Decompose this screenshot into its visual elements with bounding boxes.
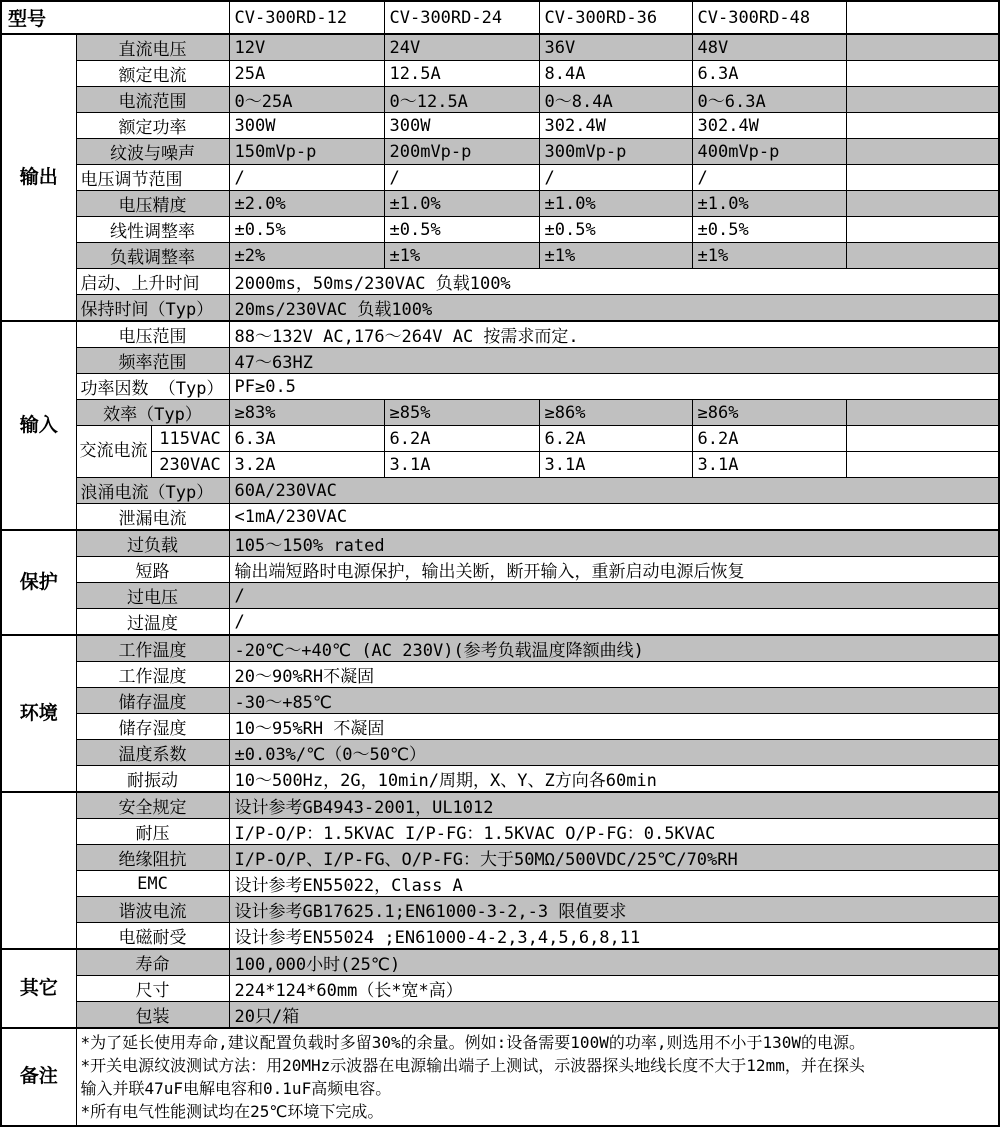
table-row — [1, 976, 999, 1002]
cell-value: 设计参考EN55022，Class A — [229, 871, 999, 897]
table-row — [1, 662, 999, 688]
row-label: 线性调整率 — [76, 217, 229, 243]
cell-value: 3.2A — [229, 452, 384, 478]
table-row — [1, 871, 999, 897]
cell-value: 0～6.3A — [692, 87, 846, 113]
cell-value: 6.2A — [384, 426, 539, 452]
cell-value: I/P-O/P、I/P-FG、O/P-FG：大于50MΩ/500VDC/25℃/70%RH — [229, 845, 999, 871]
cell-value: 输出端短路时电源保护，输出关断，断开输入，重新启动电源后恢复 — [229, 557, 999, 583]
row-label: 电压范围 — [76, 321, 229, 348]
row-label: 保持时间（Typ） — [76, 295, 229, 322]
table-row — [1, 374, 999, 400]
table-row — [1, 295, 999, 322]
row-label: 启动、上升时间 — [76, 269, 229, 295]
cell-value: 12.5A — [384, 61, 539, 87]
cell-value: 36V — [539, 34, 692, 61]
table-row — [1, 1002, 999, 1029]
table-row — [1, 400, 999, 426]
cell-value: 88～132V AC,176～264V AC 按需求而定. — [229, 321, 999, 348]
cell-value: 24V — [384, 34, 539, 61]
cell-empty — [846, 34, 999, 61]
cell-value: 224*124*60mm（长*宽*高） — [229, 976, 999, 1002]
table-row — [1, 1, 999, 34]
row-label: 储存温度 — [76, 688, 229, 714]
cell-empty — [846, 87, 999, 113]
row-label: 纹波与噪声 — [76, 139, 229, 165]
row-label: 过电压 — [76, 583, 229, 609]
row-label: 功率因数 （Typ） — [76, 374, 229, 400]
row-label: 效率（Typ） — [76, 400, 229, 426]
cell-value: / — [229, 165, 384, 191]
row-label: 短路 — [76, 557, 229, 583]
table-row — [1, 113, 999, 139]
cell-value: PF≥0.5 — [229, 374, 999, 400]
cell-value: I/P-O/P：1.5KVAC I/P-FG：1.5KVAC O/P-FG：0.5KVAC — [229, 819, 999, 845]
table-row — [1, 191, 999, 217]
row-label: 电压精度 — [76, 191, 229, 217]
cell-value: 302.4W — [692, 113, 846, 139]
cell-value: 12V — [229, 34, 384, 61]
cell-value: 300W — [229, 113, 384, 139]
cell-value: ±0.5% — [229, 217, 384, 243]
cell-empty — [846, 426, 999, 452]
cell-value: -30～+85℃ — [229, 688, 999, 714]
cell-value: ≥83% — [229, 400, 384, 426]
table-row — [1, 139, 999, 165]
table-row — [1, 635, 999, 662]
table-row — [1, 452, 999, 478]
row-label: 耐振动 — [76, 766, 229, 793]
cell-value: 8.4A — [539, 61, 692, 87]
cell-value: 100,000小时(25℃) — [229, 949, 999, 976]
cell-value: 0～25A — [229, 87, 384, 113]
cell-value: 200mVp-p — [384, 139, 539, 165]
section-label-other: 其它 — [1, 949, 76, 1028]
cell-value: 6.2A — [539, 426, 692, 452]
cell-value: 300mVp-p — [539, 139, 692, 165]
table-row — [1, 845, 999, 871]
row-sublabel: 230VAC — [151, 452, 229, 478]
row-label: 尺寸 — [76, 976, 229, 1002]
cell-value: ±1% — [539, 243, 692, 269]
row-label: 过负载 — [76, 530, 229, 557]
cell-value: ±1.0% — [539, 191, 692, 217]
table-row — [1, 165, 999, 191]
row-label: 过温度 — [76, 609, 229, 636]
cell-value: 400mVp-p — [692, 139, 846, 165]
row-label: 直流电压 — [76, 34, 229, 61]
cell-value: 3.1A — [539, 452, 692, 478]
row-group-label: 交流电流 — [76, 426, 151, 478]
cell-empty — [846, 113, 999, 139]
table-row — [1, 87, 999, 113]
table-row — [1, 583, 999, 609]
cell-value: 302.4W — [539, 113, 692, 139]
table-row — [1, 557, 999, 583]
table-row — [1, 530, 999, 557]
notes-cell — [76, 1028, 999, 1126]
section-label-notes: 备注 — [1, 1028, 76, 1126]
cell-value: 设计参考GB4943-2001，UL1012 — [229, 792, 999, 819]
cell-value: ±1.0% — [692, 191, 846, 217]
cell-value: / — [384, 165, 539, 191]
row-label: 额定电流 — [76, 61, 229, 87]
model-name: CV-300RD-24 — [384, 1, 539, 34]
cell-value: 20ms/230VAC 负载100% — [229, 295, 999, 322]
cell-value: 10～95%RH 不凝固 — [229, 714, 999, 740]
note-line: *所有电气性能测试均在25℃环境下完成。 — [80, 1102, 384, 1121]
cell-value: 0～8.4A — [539, 87, 692, 113]
cell-empty — [846, 61, 999, 87]
table-row — [1, 348, 999, 374]
table-row — [1, 61, 999, 87]
cell-value: ±0.03%/℃（0～50℃） — [229, 740, 999, 766]
cell-empty — [846, 217, 999, 243]
table-row — [1, 609, 999, 636]
cell-value: 150mVp-p — [229, 139, 384, 165]
row-label: 谐波电流 — [76, 897, 229, 923]
row-label: 电磁耐受 — [76, 923, 229, 950]
row-label: 电流范围 — [76, 87, 229, 113]
row-label: 温度系数 — [76, 740, 229, 766]
note-line: *开关电源纹波测试方法：用20MHz示波器在电源输出端子上测试，示波器探头地线长度不大于12mm，并在探头 — [80, 1056, 865, 1075]
cell-value: 25A — [229, 61, 384, 87]
cell-value: ≥86% — [539, 400, 692, 426]
cell-value: ±0.5% — [692, 217, 846, 243]
cell-empty — [846, 1, 999, 34]
table-row — [1, 714, 999, 740]
cell-value: -20℃～+40℃ (AC 230V)(参考负载温度降额曲线) — [229, 635, 999, 662]
cell-empty — [846, 191, 999, 217]
cell-value: ±0.5% — [539, 217, 692, 243]
table-row — [1, 792, 999, 819]
table-row — [1, 426, 999, 452]
cell-value: 60A/230VAC — [229, 478, 999, 504]
row-label: 储存湿度 — [76, 714, 229, 740]
table-row — [1, 217, 999, 243]
cell-value: 3.1A — [384, 452, 539, 478]
cell-value: 设计参考EN55024 ;EN61000-4-2,3,4,5,6,8,11 — [229, 923, 999, 950]
model-name: CV-300RD-36 — [539, 1, 692, 34]
row-label: 寿命 — [76, 949, 229, 976]
table-row — [1, 740, 999, 766]
cell-value: ±1% — [692, 243, 846, 269]
cell-value: ±1.0% — [384, 191, 539, 217]
cell-empty — [846, 400, 999, 426]
row-label: 额定功率 — [76, 113, 229, 139]
row-label: 安全规定 — [76, 792, 229, 819]
cell-value: 6.2A — [692, 426, 846, 452]
cell-value: 0～12.5A — [384, 87, 539, 113]
table-row — [1, 269, 999, 295]
section-label-environment: 环境 — [1, 635, 76, 792]
cell-empty — [846, 452, 999, 478]
row-label: 电压调节范围 — [76, 165, 229, 191]
cell-value: 48V — [692, 34, 846, 61]
cell-value: 20只/箱 — [229, 1002, 999, 1029]
cell-value: 20～90%RH不凝固 — [229, 662, 999, 688]
table-row — [1, 478, 999, 504]
cell-empty — [846, 165, 999, 191]
section-label-protection: 保护 — [1, 530, 76, 635]
note-line: *为了延长使用寿命,建议配置负载时多留30%的余量。例如:设备需要100W的功率,则选用不小于130W的电源。 — [80, 1033, 865, 1052]
model-name: CV-300RD-12 — [229, 1, 384, 34]
model-header-label: 型号 — [1, 1, 229, 34]
cell-value: 47～63HZ — [229, 348, 999, 374]
cell-value: 设计参考GB17625.1;EN61000-3-2,-3 限值要求 — [229, 897, 999, 923]
cell-value: ±1% — [384, 243, 539, 269]
row-label: 绝缘阻抗 — [76, 845, 229, 871]
cell-value: 105～150% rated — [229, 530, 999, 557]
cell-value: ≥85% — [384, 400, 539, 426]
table-row — [1, 321, 999, 348]
cell-value: / — [229, 609, 999, 636]
table-row — [1, 897, 999, 923]
cell-value: ±2% — [229, 243, 384, 269]
row-label: EMC — [76, 871, 229, 897]
row-sublabel: 115VAC — [151, 426, 229, 452]
cell-value: / — [229, 583, 999, 609]
section-label-input: 输入 — [1, 321, 76, 530]
table-row — [1, 34, 999, 61]
row-label: 泄漏电流 — [76, 504, 229, 531]
row-label: 浪涌电流（Typ） — [76, 478, 229, 504]
cell-value: / — [539, 165, 692, 191]
section-label-output: 输出 — [1, 34, 76, 321]
cell-empty — [846, 139, 999, 165]
row-label: 频率范围 — [76, 348, 229, 374]
cell-value: / — [692, 165, 846, 191]
row-label: 工作湿度 — [76, 662, 229, 688]
table-row — [1, 819, 999, 845]
cell-value: ±2.0% — [229, 191, 384, 217]
cell-value: <1mA/230VAC — [229, 504, 999, 531]
cell-empty — [846, 243, 999, 269]
cell-value: ≥86% — [692, 400, 846, 426]
table-row — [1, 243, 999, 269]
cell-value: 10～500Hz，2G，10min/周期，X、Y、Z方向各60min — [229, 766, 999, 793]
note-line: 输入并联47uF电解电容和0.1uF高频电容。 — [80, 1079, 392, 1098]
table-row — [1, 949, 999, 976]
row-label: 包装 — [76, 1002, 229, 1029]
table-row — [1, 1028, 999, 1126]
table-row — [1, 766, 999, 793]
cell-value: 6.3A — [692, 61, 846, 87]
cell-value: 6.3A — [229, 426, 384, 452]
table-row — [1, 688, 999, 714]
cell-value: 3.1A — [692, 452, 846, 478]
cell-value: 2000ms，50ms/230VAC 负载100% — [229, 269, 999, 295]
section-label-blank — [1, 792, 76, 949]
model-name: CV-300RD-48 — [692, 1, 846, 34]
table-row — [1, 923, 999, 950]
cell-value: ±0.5% — [384, 217, 539, 243]
row-label: 负载调整率 — [76, 243, 229, 269]
row-label: 耐压 — [76, 819, 229, 845]
cell-value: 300W — [384, 113, 539, 139]
table-row — [1, 504, 999, 531]
row-label: 工作温度 — [76, 635, 229, 662]
